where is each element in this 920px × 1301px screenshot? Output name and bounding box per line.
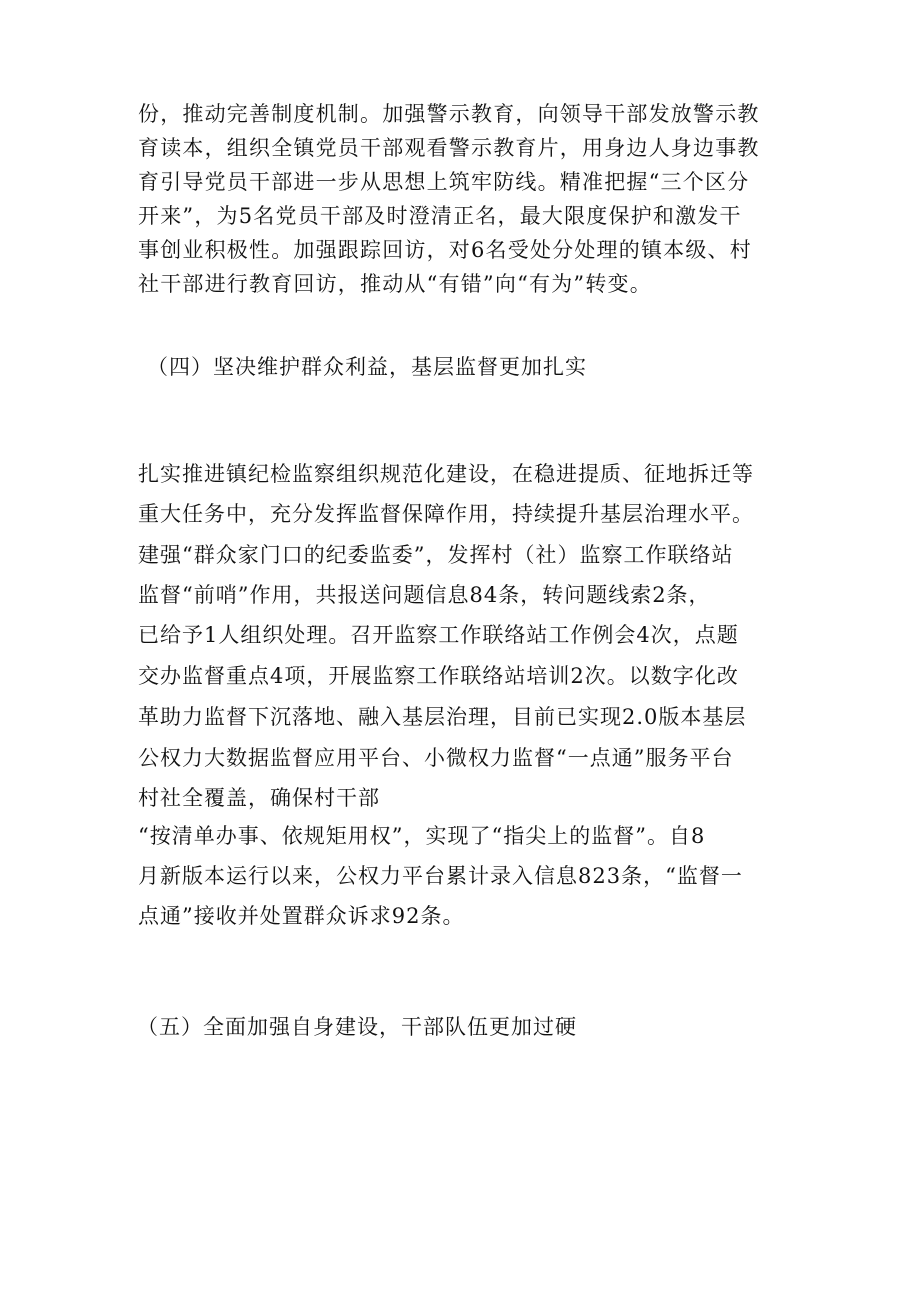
paragraph-line: 事创业积极性。加强跟踪回访，对6名受处分处理的镇本级、村 [138,238,752,262]
section-heading-5: （五）全面加强自身建设，干部队伍更加过硬 [137,1015,577,1039]
paragraph-line: 监督“前哨”作用，共报送问题信息84条，转问题线索2条， [138,583,711,607]
paragraph-line: “按清单办事、依规矩用权”，实现了“指尖上的监督”。自8 [138,824,706,848]
paragraph-line: 社干部进行教育回访，推动从“有错”向“有为”转变。 [138,272,652,296]
paragraph-line: 公权力大数据监督应用平台、小微权力监督“一点通”服务平台 [138,746,734,770]
paragraph-line: 点通”接收并处置群众诉求92条。 [138,904,465,928]
paragraph-line: 村社全覆盖，确保村干部 [138,786,380,810]
paragraph-line: 育引导党员干部进一步从思想上筑牢防线。精准把握“三个区分 [138,170,750,194]
paragraph-line: 建强“群众家门口的纪委监委”，发挥村（社）监察工作联络站 [138,543,734,567]
paragraph-line: 革助力监督下沉落地、融入基层治理，目前已实现2.0版本基层 [138,705,747,729]
section-heading-4: （四）坚决维护群众利益，基层监督更加扎实 [147,355,587,379]
paragraph-line: 育读本，组织全镇党员干部观看警示教育片，用身边人身边事教 [138,136,760,160]
paragraph-line: 已给予1人组织处理。召开监察工作联络站工作例会4次，点题 [138,623,739,647]
paragraph-line: 月新版本运行以来，公权力平台累计录入信息823条，“监督一 [138,864,743,888]
paragraph-line: 开来”，为5名党员干部及时澄清正名，最大限度保护和激发干 [138,204,742,228]
paragraph-line: 交办监督重点4项，开展监察工作联络站培训2次。以数字化改 [138,664,739,688]
paragraph-line: 重大任务中，充分发挥监督保障作用，持续提升基层治理水平。 [138,502,754,526]
paragraph-line: 份，推动完善制度机制。加强警示教育，向领导干部发放警示教 [138,102,760,126]
paragraph-line: 扎实推进镇纪检监察组织规范化建设，在稳进提质、征地拆迁等 [138,462,754,486]
